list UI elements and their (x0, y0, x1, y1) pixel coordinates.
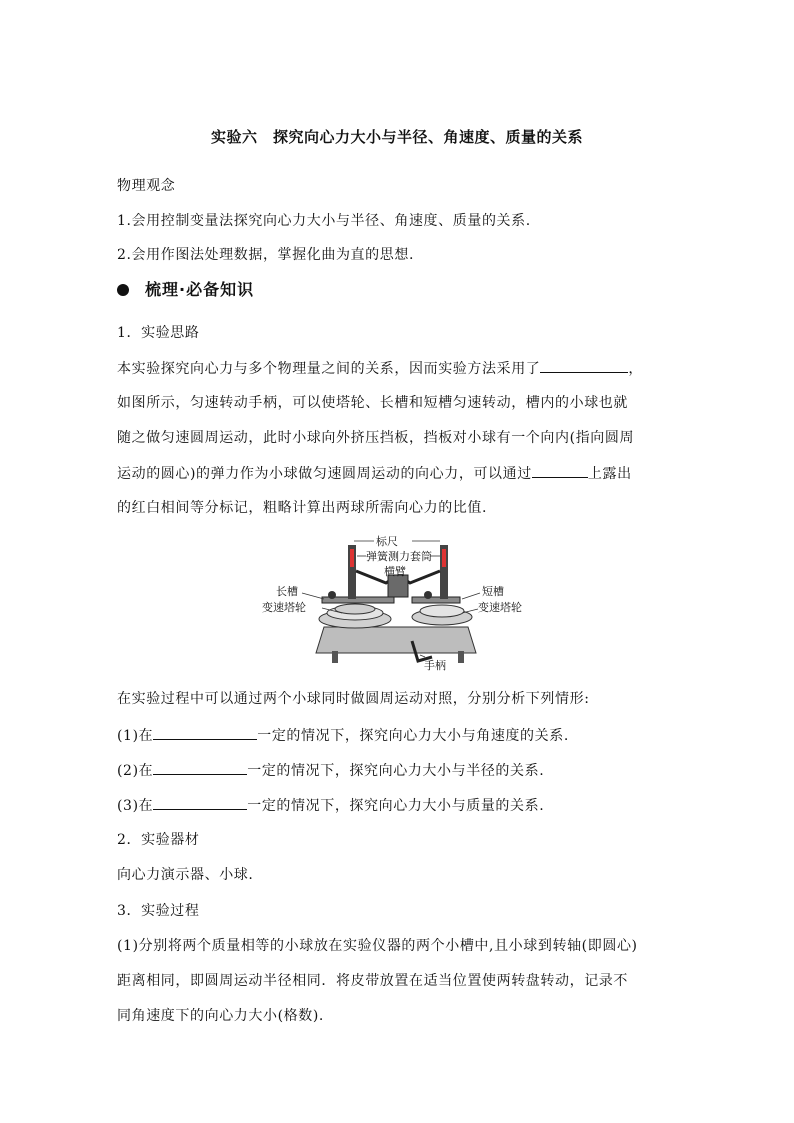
answer-blank-ruler[interactable] (532, 463, 588, 478)
label-ruler: 标尺 (376, 535, 398, 548)
case-1 (117, 725, 687, 746)
bullet-icon (117, 284, 129, 296)
case-3 (117, 795, 687, 816)
answer-blank-case-2[interactable] (153, 760, 247, 775)
label-long-slot: 长槽 (276, 585, 298, 598)
section-heading (117, 277, 254, 300)
ideas-paragraph-line-1 (117, 358, 687, 379)
answer-blank-case-1[interactable] (153, 725, 257, 740)
equipment-heading: 2．实验器材 (117, 832, 200, 848)
case-1-suffix: 一定的情况下，探究向心力大小与角速度的关系. (257, 728, 569, 744)
ideas-text-4a: 运动的圆心)的弹力作为小球做匀速圆周运动的向心力，可以通过 (117, 466, 532, 482)
process-intro: 在实验过程中可以通过两个小球同时做圆周运动对照，分别分析下列情形: (117, 691, 590, 707)
ideas-paragraph-line-2: 如图所示，匀速转动手柄，可以使塔轮、长槽和短槽匀速转动，槽内的小球也就 (117, 395, 628, 411)
label-short-slot: 短槽 (482, 585, 504, 598)
page-title: 实验六 探究向心力大小与半径、角速度、质量的关系 (210, 128, 583, 146)
concept-item-1: 1.会用控制变量法探究向心力大小与半径、角速度、质量的关系. (117, 213, 531, 229)
section-heading-text: 梳理·必备知识 (145, 280, 255, 299)
ideas-paragraph-line-5: 的红白相间等分标记，粗略计算出两球所需向心力的比值. (117, 500, 488, 516)
ideas-text-1b: ， (628, 361, 644, 377)
label-cross-arm: 横臂 (384, 565, 406, 578)
equipment-text: 向心力演示器、小球. (117, 867, 254, 883)
procedure-line-2: 距离相同，即圆周运动半径相同．将皮带放置在适当位置使两转盘转动，记录不 (117, 973, 628, 989)
centripetal-force-apparatus-figure (262, 531, 532, 671)
ideas-heading: 1．实验思路 (117, 325, 200, 341)
label-left-pulley: 变速塔轮 (262, 601, 306, 614)
ideas-paragraph-line-4 (117, 463, 687, 484)
procedure-line-1: (1)分别将两个质量相等的小球放在实验仪器的两个小槽中,且小球到转轴(即圆心) (117, 938, 638, 954)
answer-blank-method[interactable] (540, 358, 628, 373)
physics-concept-heading: 物理观念 (117, 178, 176, 194)
label-handle: 手柄 (424, 659, 446, 671)
case-2-prefix: (2)在 (117, 763, 154, 779)
label-spring-sleeve: 弹簧测力套筒 (366, 550, 432, 563)
case-2 (117, 760, 687, 781)
ideas-paragraph-line-3: 随之做匀速圆周运动，此时小球向外挤压挡板，挡板对小球有一个向内(指向圆周 (117, 430, 635, 446)
concept-item-2: 2.会用作图法处理数据，掌握化曲为直的思想. (117, 247, 415, 263)
case-3-prefix: (3)在 (117, 798, 154, 814)
ideas-text-1a: 本实验探究向心力与多个物理量之间的关系，因而实验方法采用了 (117, 361, 541, 377)
label-right-pulley: 变速塔轮 (478, 601, 522, 614)
procedure-heading: 3．实验过程 (117, 903, 200, 919)
case-2-suffix: 一定的情况下，探究向心力大小与半径的关系. (247, 763, 545, 779)
answer-blank-case-3[interactable] (153, 795, 247, 810)
case-3-suffix: 一定的情况下，探究向心力大小与质量的关系. (247, 798, 545, 814)
procedure-line-3: 同角速度下的向心力大小(格数). (117, 1008, 324, 1024)
ideas-text-4b: 上露出 (587, 466, 632, 482)
case-1-prefix: (1)在 (117, 728, 154, 744)
